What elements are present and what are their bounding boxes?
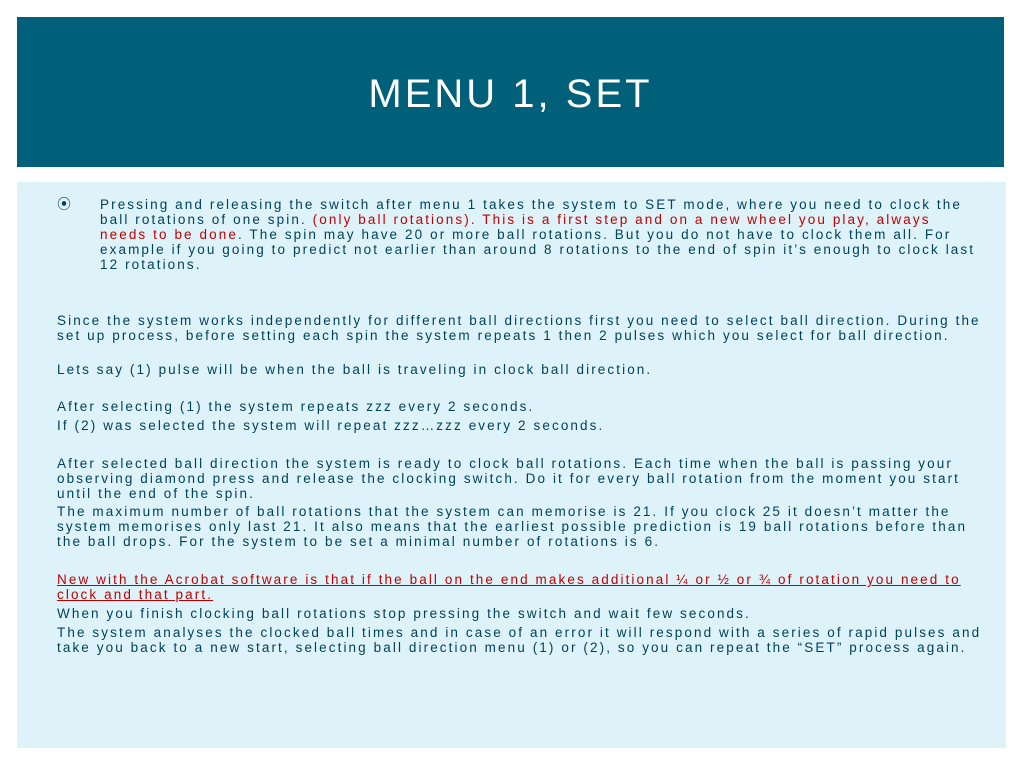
paragraph-clock-rotations: After selected ball direction the system is ready to clock ball rotations. Each time when the ball is passing your observing diamond press and release the clocking switch. Do it for every ball rotation from the moment you start until the end of the spin.	[57, 456, 961, 501]
paragraph-pulse-one: Lets say (1) pulse will be when the ball is traveling in clock ball direction.	[57, 362, 653, 377]
paragraph-maximum: The maximum number of ball rotations that the system can memorise is 21. If you clock 25 it doesn’t matter the system memorises only last 21. It also means that the earliest possible prediction is 19 ball rotations before than the ball drops. For the system to be set a minimal number of rotations is 6.	[57, 504, 968, 549]
bullet-text-3: .	[470, 212, 483, 227]
bullet-text-5: . The spin may have 20 or more ball rotations. But you do not have to clock them all. For example if you going to predict not earlier than around 8 rotations to the end of spin it’s enough to clock last 12 rotations.	[100, 227, 976, 272]
bullet-item	[57, 197, 977, 272]
bullet-text-1: Pressing and releasing the switch after menu 1 takes the system to SET mode, where you need to clock the ball rotations of one spin.	[100, 197, 962, 227]
bullet-text-red-2: This is a first step and on a new wheel you play, always needs to be done	[100, 212, 931, 242]
bullet-paragraph	[100, 197, 977, 272]
slide-title: MENU 1, SET	[368, 71, 653, 116]
paragraph-acrobat-new: New with the Acrobat software is that if the ball on the end makes additional ¼ or ½ or ¾ of rotation you need to clock and that part.	[57, 572, 961, 602]
title-bar	[17, 17, 1004, 167]
paragraph-error-analysis: The system analyses the clocked ball times and in case of an error it will respond with a series of rapid pulses and take you back to a new start, selecting ball direction menu (1) or (2), so you can repeat the “SET” process again.	[57, 625, 982, 655]
bullet-text-red-1: (only ball rotations)	[312, 212, 471, 227]
paragraph-finish-clocking: When you finish clocking ball rotations stop pressing the switch and wait few seconds.	[57, 606, 751, 621]
bullet-icon: ⦿	[57, 196, 74, 212]
paragraph-if-two: If (2) was selected the system will repeat zzz…zzz every 2 seconds.	[57, 418, 605, 433]
paragraph-after-selecting: After selecting (1) the system repeats zzz every 2 seconds.	[57, 399, 535, 414]
content-box	[17, 182, 1006, 748]
paragraph-ball-direction: Since the system works independently for different ball directions first you need to select ball direction. During the set up process, before setting each spin the system repeats 1 then 2 pulses which you select for ball direction.	[57, 313, 981, 343]
